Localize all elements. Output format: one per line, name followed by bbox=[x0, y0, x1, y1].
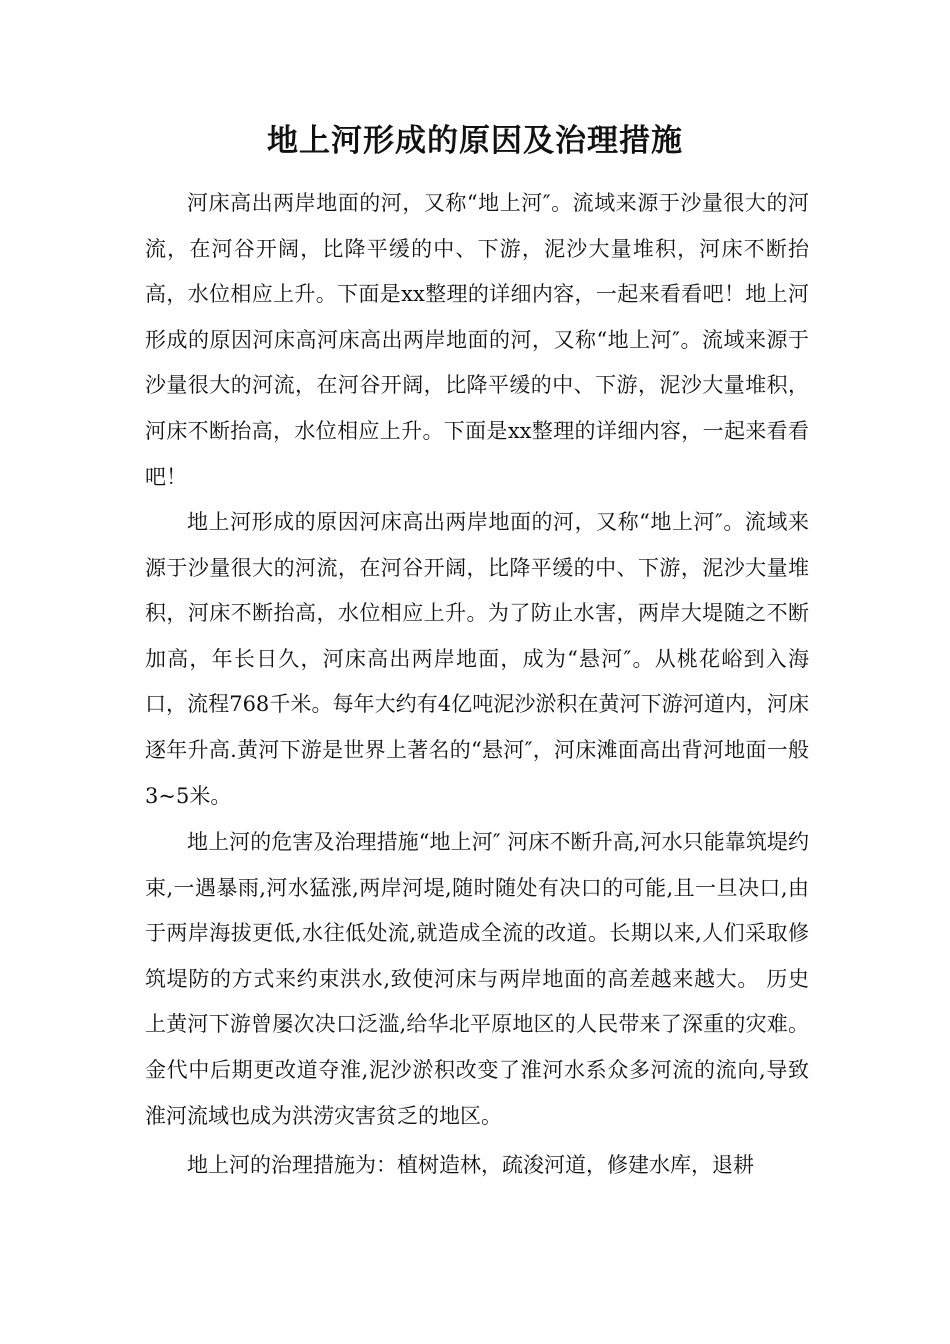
paragraph-4: 地上河的治理措施为：植树造林，疏浚河道，修建水库，退耕 bbox=[187, 1153, 754, 1177]
paragraph-2: 地上河形成的原因河床高出两岸地面的河，又称“地上河″。流域来源于沙量很大的河流，在河谷开阔，比降平缓的中、下游，泥沙大量堆积，河床不断抬高，水位相应上升。为了防止水害，两岸大堤随之不断加高，年长日久，河床高出两岸地面，成为“悬河″。从桃花峪到入海口，流程768千米。每年大约有4亿吨泥沙淤积在黄河下游河道内，河床逐年升高.黄河下游是世界上著名的“悬河″，河床滩面高出背河地面一般3~5米。 bbox=[145, 510, 809, 808]
paragraph-1: 河床高出两岸地面的河，又称“地上河″。流域来源于沙量很大的河流，在河谷开阔，比降平缓的中、下游，泥沙大量堆积，河床不断抬高，水位相应上升。下面是xx整理的详细内容，一起来看看吧！地上河形成的原因河床高河床高出两岸地面的河，又称“地上河″。流域来源于沙量很大的河流，在河谷开阔，比降平缓的中、下游，泥沙大量堆积，河床不断抬高，水位相应上升。下面是xx整理的详细内容，一起来看看吧！ bbox=[145, 191, 809, 489]
paragraph-3: 地上河的危害及治理措施“地上河″ 河床不断升高,河水只能靠筑堤约束,一遇暴雨,河水猛涨,两岸河堤,随时随处有决口的可能,且一旦决口,由于两岸海拔更低,水往低处流,就造成全流的改道。长期以来,人们采取修筑堤防的方式来约束洪水,致使河床与两岸地面的高差越来越大。 历史上黄河下游曾屡次决口泛滥,给华北平原地区的人民带来了深重的灾难。金代中后期更改道夺淮,泥沙淤积改变了淮河水系众多河流的流向,导致淮河流域也成为洪涝灾害贫乏的地区。 bbox=[145, 830, 809, 1128]
document-title: 地上河形成的原因及治理措施 bbox=[267, 123, 683, 159]
